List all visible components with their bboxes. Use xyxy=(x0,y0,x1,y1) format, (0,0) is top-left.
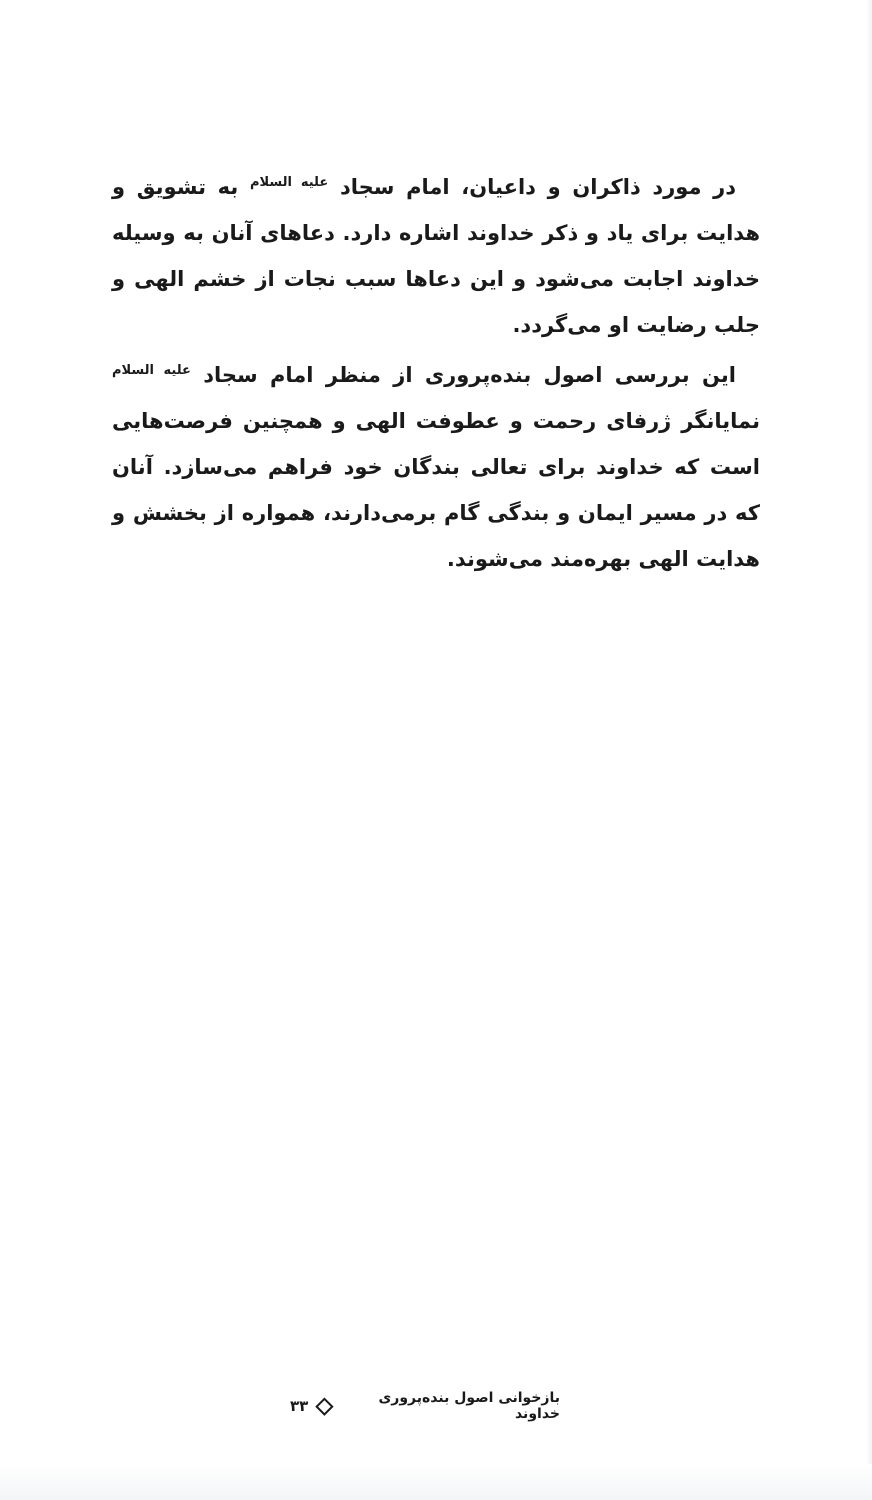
page-bottom-shading xyxy=(0,1464,872,1500)
honorific-symbol: علیه السلام xyxy=(250,175,329,190)
page-edge-shading xyxy=(866,0,872,1500)
paragraph-1-end: به تشویق و هدایت برای یاد و ذکر خداوند اشاره دارد. دعاهای آنان به وسیله خداوند اجابت می‌شود و این دعاها سبب نجات از خشم الهی و جلب رضایت او می‌گردد. xyxy=(112,175,760,337)
paragraph-2-end: نمایانگر ژرفای رحمت و عطوفت الهی و همچنین فرصت‌هایی است که خداوند برای تعالی بندگان خود فراهم می‌سازد. آنان که در مسیر ایمان و بندگی گام برمی‌دارند، همواره از بخشش و هدایت الهی بهره‌مند می‌شوند. xyxy=(112,409,760,571)
body-text xyxy=(112,160,760,582)
running-title: بازخوانی اصول بنده‌پروری خداوند xyxy=(378,1390,560,1422)
honorific-symbol: علیه السلام xyxy=(112,363,191,378)
page-footer xyxy=(290,1390,560,1422)
paragraph-2 xyxy=(112,348,760,582)
diamond-icon xyxy=(316,1397,334,1415)
paragraph-1-start: در مورد ذاکران و داعیان، امام سجاد xyxy=(339,175,737,199)
paragraph-1 xyxy=(112,160,760,348)
paragraph-2-start: این بررسی اصول بنده‌پروری از منظر امام سجاد xyxy=(203,363,736,387)
page-number: ۳۳ xyxy=(290,1397,309,1415)
